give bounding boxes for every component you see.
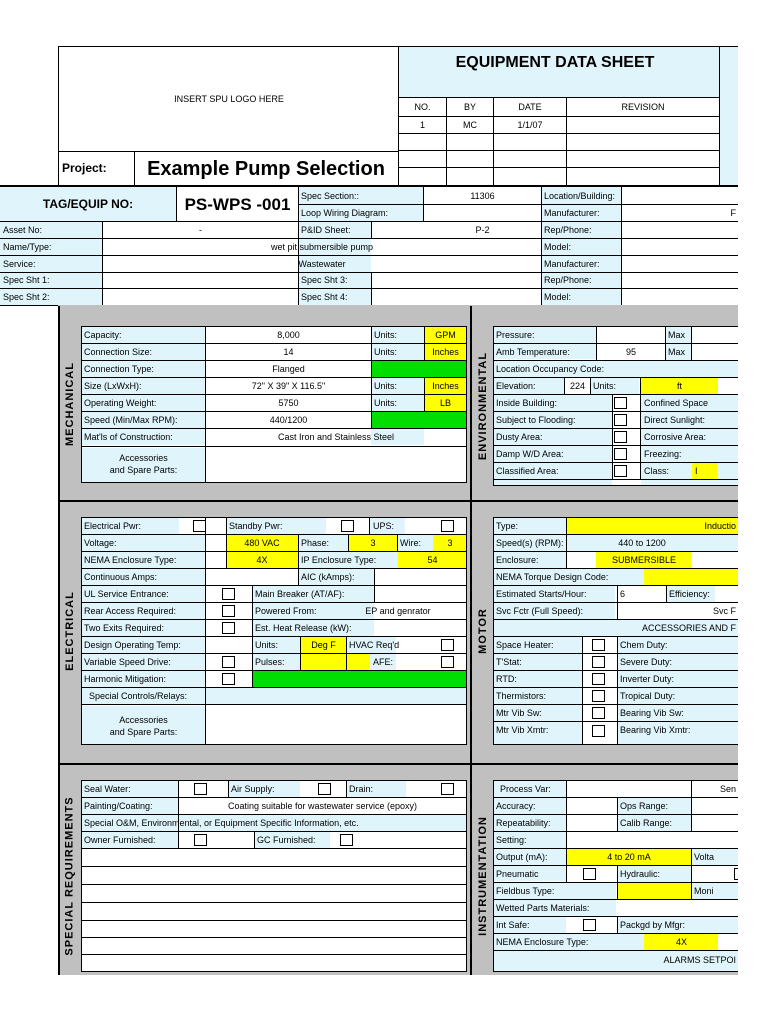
mtr-vib-sw-checkbox[interactable] xyxy=(592,707,605,719)
motor-type-value: Inductio xyxy=(704,520,736,531)
sen-label: Sen xyxy=(719,783,736,794)
env-sunlight-label: Direct Sunlight: xyxy=(644,414,706,425)
rev-col-by: BY xyxy=(463,101,476,112)
tstat-label: T'Stat: xyxy=(496,656,522,667)
ip-label: IP Enclosure Type: xyxy=(301,554,377,565)
rear-access-label: Rear Access Required: xyxy=(84,605,177,616)
mech-value-5: 440/1200 xyxy=(269,414,308,425)
tstat-checkbox[interactable] xyxy=(592,656,605,668)
bearing-vib-xmtr-label: Bearing Vib Xmtr: xyxy=(620,724,691,735)
efficiency-label: Efficiency: xyxy=(669,588,710,599)
output-value: 4 to 20 mA xyxy=(607,851,651,862)
mech-units-label-3: Units: xyxy=(374,380,398,391)
mech-units-label-1: Units: xyxy=(374,346,398,357)
manufacturer-label-2: Manufacturer: xyxy=(544,258,600,269)
asset-label: Asset No: xyxy=(3,224,43,235)
env-elevation-label: Elevation: xyxy=(496,380,536,391)
bearing-vib-sw-label: Bearing Vib Sw: xyxy=(620,707,684,718)
mech-units-4: LB xyxy=(425,395,466,411)
model-label-1: Model: xyxy=(544,241,572,252)
process-var-label: Process Var: xyxy=(500,783,551,794)
pid-value: P-2 xyxy=(475,224,490,235)
afe-checkbox[interactable] xyxy=(441,656,454,668)
volta-label: Volta xyxy=(694,851,715,862)
space-heater-checkbox[interactable] xyxy=(592,639,605,651)
mech-value-3: 72" X 39" X 116.5" xyxy=(251,380,326,391)
asset-value: - xyxy=(199,224,202,235)
setting-label: Setting: xyxy=(496,834,527,845)
env-class-value: I xyxy=(695,465,698,476)
aic-label: AIC (kAmps): xyxy=(301,571,355,582)
tropical-duty-label: Tropical Duty: xyxy=(620,690,676,701)
motor-section-title: MOTOR xyxy=(477,608,489,654)
spec-sht-4-label: Spec Sht 4: xyxy=(301,291,348,302)
torque-label: NEMA Torque Design Code: xyxy=(496,571,609,582)
svc-label: Svc Fctr (Full Speed): xyxy=(496,605,584,616)
env-pressure-label: Pressure: xyxy=(496,329,535,340)
ups-checkbox[interactable] xyxy=(441,520,454,532)
location-label: Location/Building: xyxy=(544,190,616,201)
mech-units-0: GPM xyxy=(425,327,466,343)
spec-section-value: 11306 xyxy=(470,190,495,201)
afe-label: AFE: xyxy=(373,656,394,667)
rear-access-checkbox[interactable] xyxy=(222,605,235,617)
materials-value: Cast Iron and Stainless Steel xyxy=(277,431,395,442)
space-heater-label: Space Heater: xyxy=(496,639,554,650)
wetted-label: Wetted Parts Materials: xyxy=(496,902,590,913)
motor-accessories-header: ACCESSORIES AND F xyxy=(641,622,736,633)
thermistors-label: Thermistors: xyxy=(496,690,547,701)
mech-accessories-2: and Spare Parts: xyxy=(109,464,178,475)
ip-value: 54 xyxy=(427,554,438,565)
inverter-duty-label: Inverter Duty: xyxy=(620,673,675,684)
logo-placeholder: INSERT SPU LOGO HERE xyxy=(174,93,284,104)
harmonic-label: Harmonic Mitigation: xyxy=(84,673,167,684)
tag-value: PS-WPS -001 xyxy=(184,194,291,214)
motor-enclosure-label: Enclosure: xyxy=(496,554,539,565)
rev-col-date: DATE xyxy=(518,101,542,112)
elec-accessories-2: and Spare Parts: xyxy=(109,726,178,737)
phase-value: 3 xyxy=(370,537,376,548)
elec-pwr-label: Electrical Pwr: xyxy=(84,520,142,531)
painting-value: Coating suitable for wastewater service (epoxy) xyxy=(227,800,418,811)
instr-nema-label: NEMA Enclosure Type: xyxy=(496,936,589,947)
mtr-vib-sw-label: Mtr Vib Sw: xyxy=(496,707,542,718)
hvac-checkbox[interactable] xyxy=(441,639,454,651)
standby-label: Standby Pwr: xyxy=(229,520,283,531)
rep-label-2: Rep/Phone: xyxy=(544,275,592,285)
env-inside-checkbox[interactable] xyxy=(614,397,627,409)
pneumatic-label: Pneumatic xyxy=(496,868,539,879)
rev-no-1: 1 xyxy=(419,119,425,130)
fieldbus-label: Fieldbus Type: xyxy=(496,885,555,896)
heat-release-label: Est. Heat Release (kW): xyxy=(255,622,352,633)
int-safe-label: Int Safe: xyxy=(496,919,530,930)
vsd-checkbox[interactable] xyxy=(222,656,235,668)
hydraulic-checkbox[interactable] xyxy=(734,868,738,880)
env-classified-label: Classified Area: xyxy=(496,465,559,476)
hvac-label: HVAC Req'd xyxy=(349,639,400,650)
drain-checkbox[interactable] xyxy=(441,783,454,795)
drain-label: Drain: xyxy=(349,783,374,794)
wire-value: 3 xyxy=(447,537,453,548)
rev-by-1: MC xyxy=(463,119,477,130)
mech-units-3: Inches xyxy=(425,378,466,394)
mech-label-4: Operating Weight: xyxy=(84,397,157,408)
model-label-2: Model: xyxy=(544,291,572,302)
wire-label: Wire: xyxy=(400,537,421,548)
env-freezing-label: Freezing: xyxy=(644,448,682,459)
mech-value-2: Flanged xyxy=(272,363,305,374)
nema-label: NEMA Enclosure Type: xyxy=(84,554,177,565)
instr-nema-value: 4X xyxy=(675,936,687,947)
design-temp-units-value: Deg F xyxy=(311,639,336,650)
env-dusty-label: Dusty Area: xyxy=(496,431,543,442)
motor-speeds-label: Speed(s) (RPM): xyxy=(496,537,564,548)
pneumatic-checkbox[interactable] xyxy=(583,868,596,880)
chem-duty-label: Chem Duty: xyxy=(620,639,668,650)
env-class-label: Class: xyxy=(644,465,670,476)
calib-range-label: Calib Range: xyxy=(620,817,673,828)
electrical-section-title: ELECTRICAL xyxy=(64,591,77,671)
powered-from-value: EP and genrator xyxy=(365,605,431,616)
project-label: Project: xyxy=(62,161,107,175)
design-temp-units-label: Units: xyxy=(255,639,279,650)
air-supply-label: Air Supply: xyxy=(231,783,275,794)
rev-date-1: 1/1/07 xyxy=(517,119,543,130)
rev-col-no: NO. xyxy=(414,101,431,112)
env-max-label-2: Max xyxy=(668,346,686,357)
spec-sht-2-label: Spec Sht 2: xyxy=(3,291,50,302)
int-safe-checkbox[interactable] xyxy=(583,919,596,931)
mech-label-5: Speed (Min/Max RPM): xyxy=(84,414,178,425)
packgd-label: Packgd by Mfgr: xyxy=(620,919,686,930)
env-damp-checkbox[interactable] xyxy=(614,448,627,460)
moni-label: Moni xyxy=(694,885,714,896)
service-value: Wastewater xyxy=(298,258,346,269)
two-exits-label: Two Exits Required: xyxy=(84,622,165,633)
pulses-label: Pulses: xyxy=(255,656,285,667)
spec-sht-3-label: Spec Sht 3: xyxy=(301,275,348,285)
vsd-label: Variable Speed Drive: xyxy=(84,656,171,667)
two-exits-checkbox[interactable] xyxy=(222,622,235,634)
mech-label-1: Connection Size: xyxy=(84,346,153,357)
svc-right-label: Svc F xyxy=(712,605,736,616)
mtr-vib-xmtr-label: Mtr Vib Xmtr: xyxy=(496,724,549,735)
output-label: Output (mA): xyxy=(496,851,548,862)
thermistors-checkbox[interactable] xyxy=(592,690,605,702)
sheet-title: EQUIPMENT DATA SHEET xyxy=(455,54,655,71)
env-elevation-value: 224 xyxy=(569,380,586,391)
ops-range-label: Ops Range: xyxy=(620,800,669,811)
env-flooding-label: Subject to Flooding: xyxy=(496,414,576,425)
name-type-value: wet pit submersible pump xyxy=(270,241,374,252)
design-temp-label: Design Operating Temp: xyxy=(84,639,181,650)
main-breaker-label: Main Breaker (AT/AF): xyxy=(255,588,345,599)
special-controls-label: Special Controls/Relays: xyxy=(89,690,188,701)
phase-label: Phase: xyxy=(301,537,330,548)
mech-label-0: Capacity: xyxy=(84,329,122,340)
rtd-label: RTD: xyxy=(496,673,517,684)
manufacturer-label-1: Manufacturer: xyxy=(544,207,600,218)
nema-value: 4X xyxy=(256,554,268,565)
starts-label: Estimated Starts/Hour: xyxy=(496,588,587,599)
environmental-section-title: ENVIRONMENTAL xyxy=(477,351,490,461)
mtr-vib-xmtr-checkbox[interactable] xyxy=(592,725,605,737)
mechanical-section-title: MECHANICAL xyxy=(64,362,77,446)
elec-accessories-1: Accessories xyxy=(119,714,168,725)
spec-sht-1-label: Spec Sht 1: xyxy=(3,275,50,285)
loop-wiring-label: Loop Wiring Diagram: xyxy=(301,207,389,218)
tag-label: TAG/EQUIP NO: xyxy=(42,197,134,211)
rep-label-1: Rep/Phone: xyxy=(544,224,592,235)
gc-furnished-label: GC Furnished: xyxy=(257,834,316,845)
env-damp-label: Damp W/D Area: xyxy=(496,448,564,459)
rtd-checkbox[interactable] xyxy=(592,673,605,685)
powered-from-label: Powered From: xyxy=(255,605,317,616)
mech-accessories-1: Accessories xyxy=(119,452,168,463)
env-corrosive-label: Corrosive Area: xyxy=(644,431,707,442)
owner-furnished-label: Owner Furnished: xyxy=(84,834,156,845)
voltage-label: Voltage: xyxy=(84,537,117,548)
manufacturer-value-1: F xyxy=(730,207,736,218)
ups-label: UPS: xyxy=(373,520,395,531)
rev-col-revision: REVISION xyxy=(621,101,665,112)
mech-units-label-4: Units: xyxy=(374,397,398,408)
harmonic-checkbox[interactable] xyxy=(222,673,235,685)
mech-label-3: Size (LxWxH): xyxy=(84,380,142,391)
seal-water-label: Seal Water: xyxy=(84,783,131,794)
env-inside-label: Inside Building: xyxy=(496,397,558,408)
env-amb-temp-value: 95 xyxy=(625,346,636,357)
special-requirements-section-title: SPECIAL REQUIREMENTS xyxy=(64,796,76,956)
pid-label: P&ID Sheet: xyxy=(301,224,351,235)
mech-value-4: 5750 xyxy=(278,397,299,408)
accuracy-label: Accuracy: xyxy=(496,800,536,811)
ul-label: UL Service Entrance: xyxy=(84,588,169,599)
materials-label: Mat'ls of Construction: xyxy=(84,431,173,442)
alarms-setpoints-header: ALARMS SETPOI xyxy=(663,954,736,965)
env-occupancy-label: Location Occupancy Code: xyxy=(496,363,605,374)
special-info-label: Special O&M, Environmental, or Equipment Specific Information, etc. xyxy=(84,817,359,828)
mech-units-label-0: Units: xyxy=(374,329,398,340)
ul-checkbox[interactable] xyxy=(222,588,235,600)
starts-value: 6 xyxy=(620,588,626,599)
elec-pwr-checkbox[interactable] xyxy=(193,520,206,532)
env-dusty-checkbox[interactable] xyxy=(614,431,627,443)
service-label: Service: xyxy=(3,258,36,269)
motor-type-label: Type: xyxy=(496,520,519,531)
gc-furnished-checkbox[interactable] xyxy=(340,834,353,846)
project-name: Example Pump Selection xyxy=(147,158,385,180)
hydraulic-label: Hydraulic: xyxy=(620,868,661,879)
voltage-value: 480 VAC xyxy=(244,537,280,548)
owner-furnished-checkbox[interactable] xyxy=(194,834,207,846)
env-max-label-1: Max xyxy=(668,329,686,340)
standby-checkbox[interactable] xyxy=(341,520,354,532)
mech-value-0: 8,000 xyxy=(277,329,300,340)
motor-speeds-value: 440 to 1200 xyxy=(618,537,666,548)
repeatability-label: Repeatability: xyxy=(496,817,551,828)
painting-label: Painting/Coating: xyxy=(84,800,153,811)
mech-label-2: Connection Type: xyxy=(84,363,154,374)
mech-value-1: 14 xyxy=(283,346,294,357)
air-supply-checkbox[interactable] xyxy=(318,783,331,795)
severe-duty-label: Severe Duty: xyxy=(620,656,673,667)
cont-amps-label: Continuous Amps: xyxy=(84,571,158,582)
env-confined-label: Confined Space xyxy=(644,397,709,408)
name-type-label: Name/Type: xyxy=(3,241,52,252)
env-units-value: ft xyxy=(676,380,682,391)
instrumentation-section-title: INSTRUMENTATION xyxy=(477,816,490,936)
env-units-label: Units: xyxy=(593,380,617,391)
env-classified-checkbox[interactable] xyxy=(614,465,627,477)
mech-units-1: Inches xyxy=(425,344,466,360)
motor-enclosure-value: SUBMERSIBLE xyxy=(611,554,677,565)
env-amb-temp-label: Amb Temperature: xyxy=(496,346,570,357)
seal-water-checkbox[interactable] xyxy=(194,783,207,795)
spec-section-label: Spec Section:: xyxy=(301,190,360,201)
env-flooding-checkbox[interactable] xyxy=(614,414,627,426)
